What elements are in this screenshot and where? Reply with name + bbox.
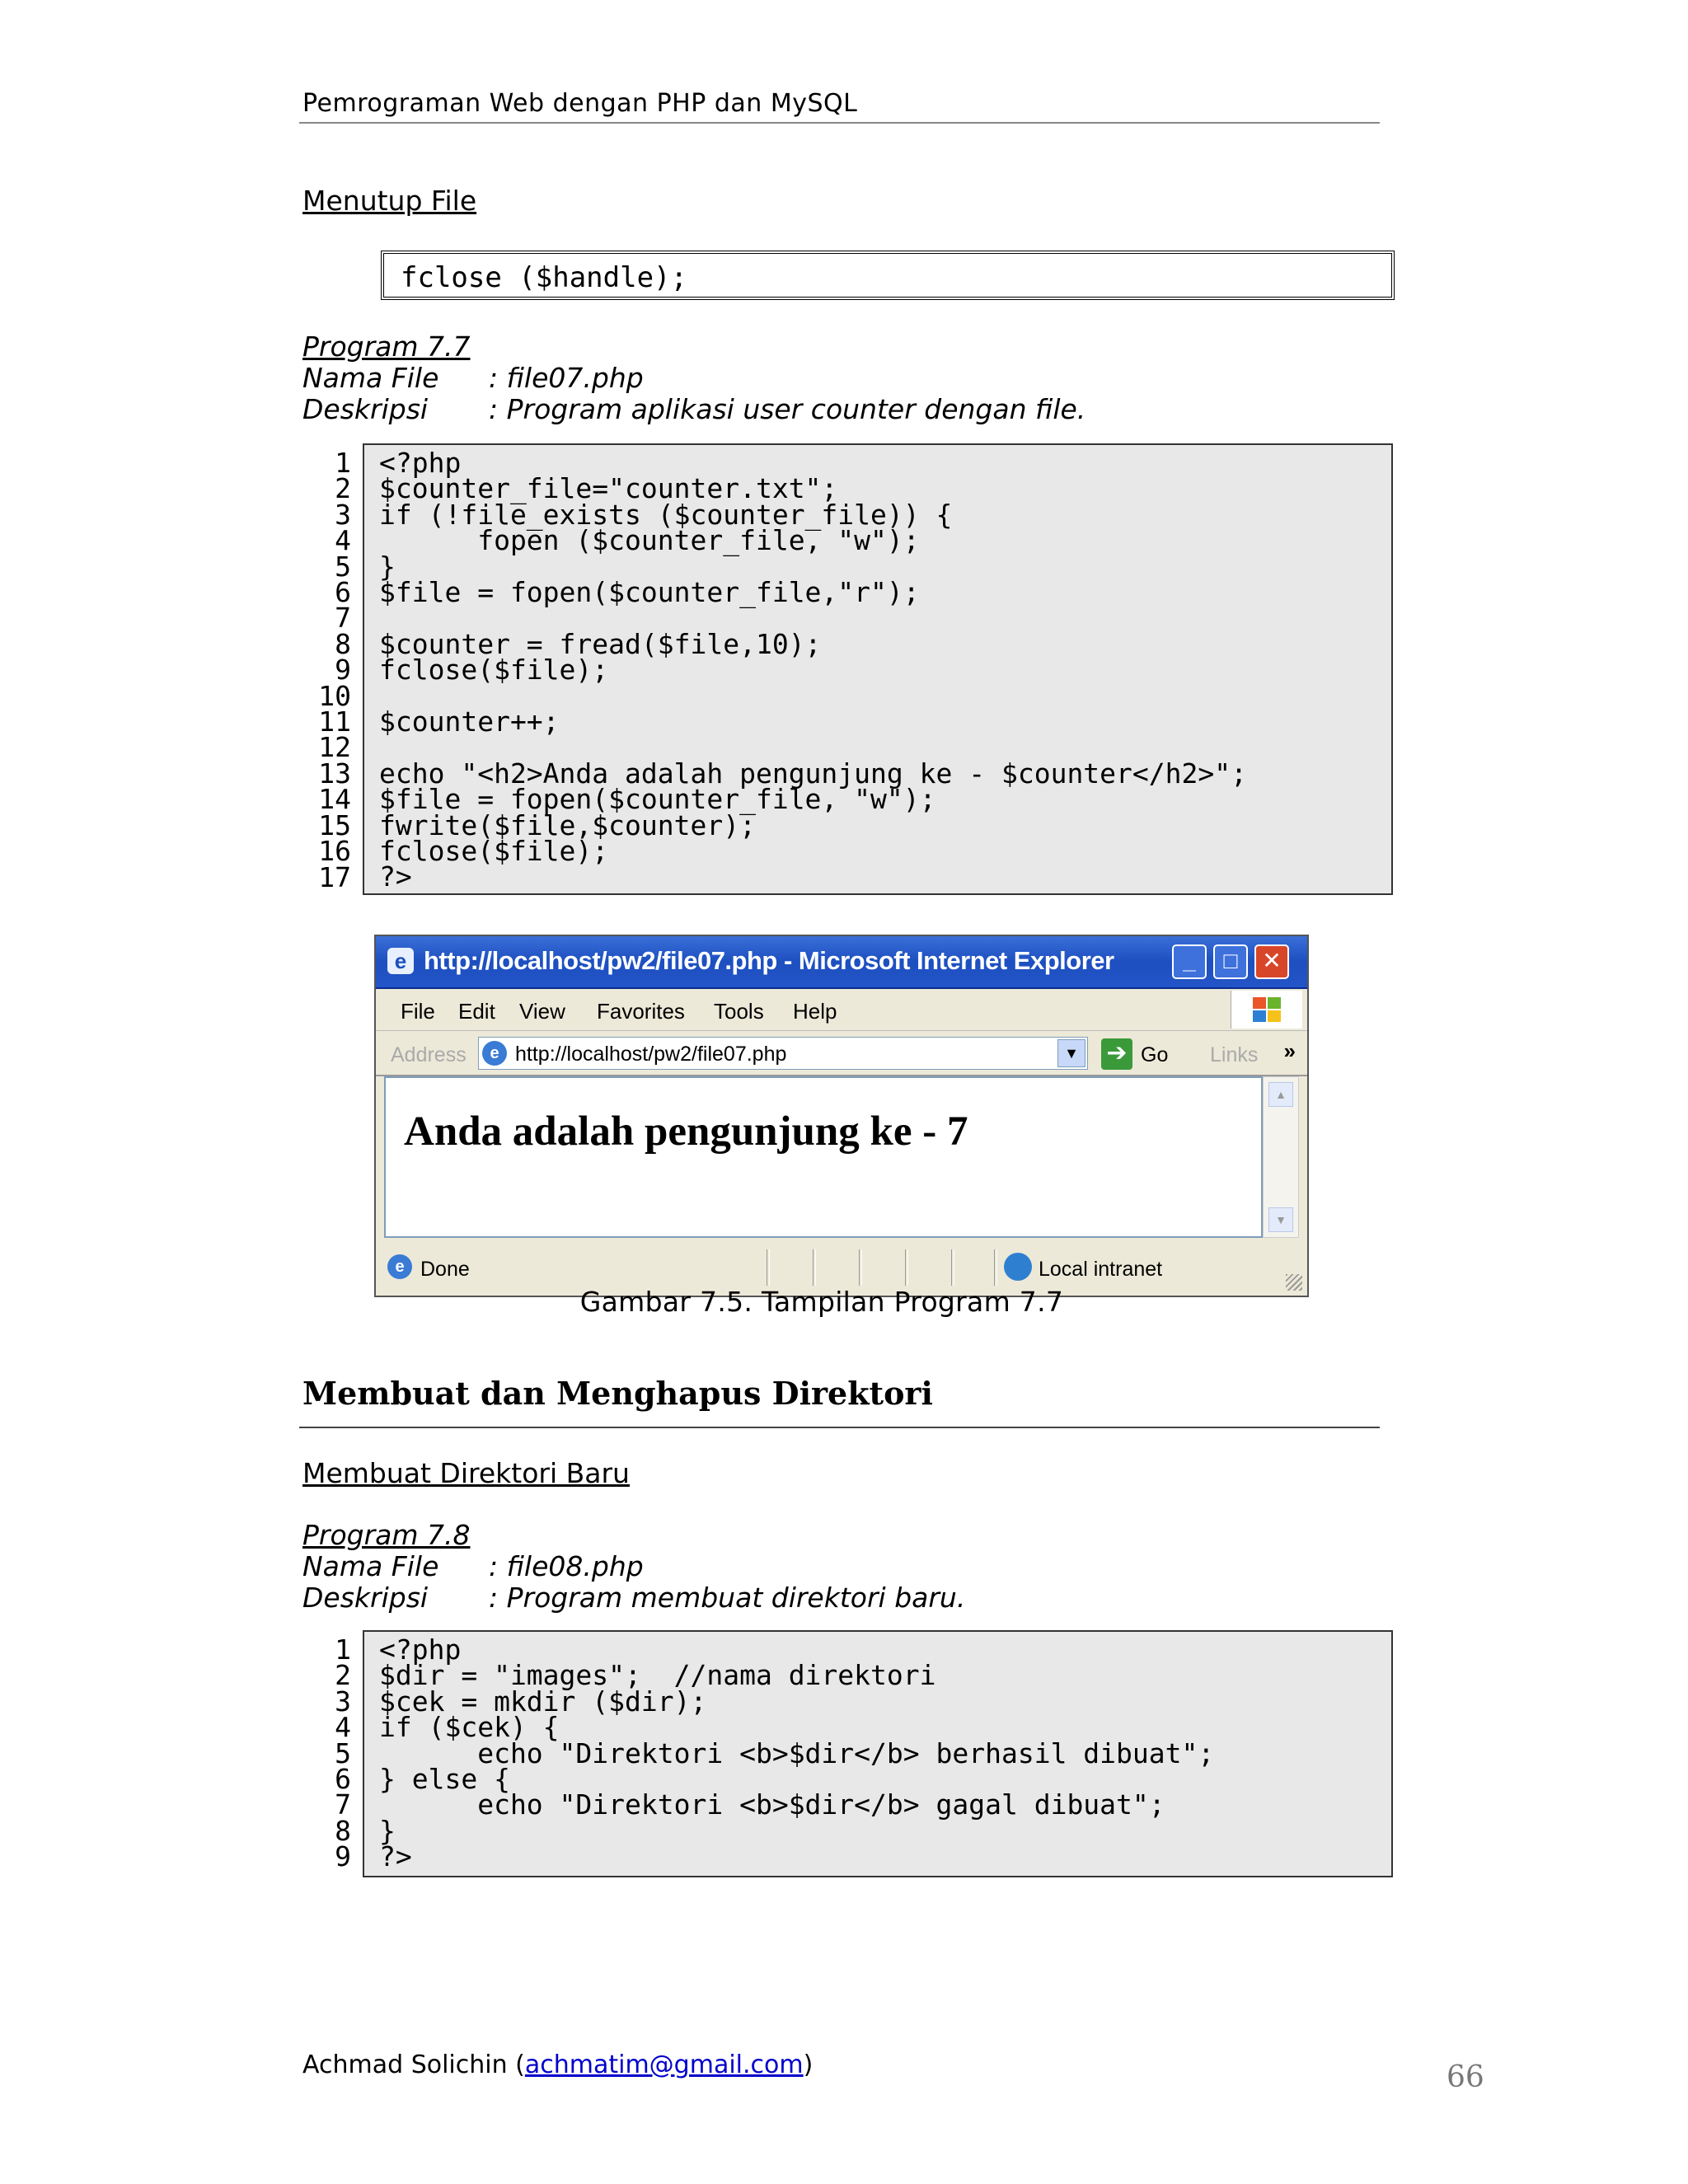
- code-line: }: [379, 550, 396, 583]
- line-number: 9: [335, 1840, 351, 1873]
- running-header: Pemrograman Web dengan PHP dan MySQL: [302, 89, 858, 118]
- scroll-down-icon[interactable]: ▼: [1268, 1207, 1293, 1232]
- name-file-value: : file08.php: [489, 1550, 644, 1582]
- code-line: fwrite($file,$counter);: [379, 808, 756, 841]
- minimize-button[interactable]: _: [1172, 944, 1207, 979]
- status-divider: [813, 1249, 816, 1286]
- line-numbers-program-7-8: [308, 1633, 351, 1873]
- code-line: $cek = mkdir ($dir);: [379, 1685, 707, 1718]
- program-7-8-label: [302, 1520, 965, 1614]
- code-line: if ($cek) {: [379, 1711, 560, 1744]
- browser-title-bar[interactable]: [376, 936, 1307, 989]
- page-content: [384, 1076, 1263, 1238]
- line-number: 5: [335, 1736, 351, 1769]
- code-block-program-7-7: [363, 443, 1393, 895]
- code-line: }: [379, 1814, 396, 1847]
- chevron-down-icon[interactable]: ▼: [1057, 1039, 1085, 1067]
- address-label: Address: [391, 1043, 467, 1066]
- line-number: 16: [318, 835, 351, 868]
- subheading-menutup-file: Menutup File: [302, 185, 477, 217]
- figure-caption: [0, 1286, 1688, 1318]
- page-icon: e: [482, 1041, 507, 1066]
- footer: [302, 2050, 813, 2079]
- code-line: <?php: [379, 447, 462, 479]
- address-input[interactable]: [478, 1037, 1088, 1070]
- status-divider: [905, 1249, 908, 1286]
- code-line: $file = fopen($counter_file,"r");: [379, 576, 920, 609]
- fclose-snippet: fclose ($handle);: [381, 251, 1395, 300]
- line-number: 7: [335, 1788, 351, 1821]
- code-line: $dir = "images"; //nama direktori: [379, 1659, 936, 1692]
- page-status-icon: e: [387, 1254, 412, 1279]
- line-number: 2: [335, 1659, 351, 1692]
- close-button[interactable]: ✕: [1254, 944, 1289, 979]
- code-line: fopen ($counter_file, "w");: [379, 524, 920, 557]
- code-line: fclose($file);: [379, 654, 609, 687]
- line-number: 1: [335, 1633, 351, 1666]
- line-numbers-program-7-7: [308, 447, 351, 893]
- line-number: 14: [318, 783, 351, 816]
- line-number: 11: [318, 705, 351, 738]
- footer-close-paren: ): [803, 2050, 814, 2079]
- line-number: 12: [318, 731, 351, 764]
- code-line: $counter++;: [379, 705, 560, 738]
- header-rule: [299, 122, 1380, 124]
- line-number: 3: [335, 498, 351, 531]
- section-rule: [299, 1427, 1380, 1428]
- menu-file[interactable]: File: [401, 999, 435, 1024]
- code-line: $file = fopen($counter_file, "w");: [379, 783, 936, 816]
- vertical-scrollbar[interactable]: [1263, 1076, 1299, 1238]
- name-file-value: : file07.php: [489, 362, 644, 394]
- section-heading: Membuat dan Menghapus Direktori: [302, 1375, 933, 1412]
- browser-window: [374, 935, 1309, 1297]
- name-file-label: Nama File: [302, 1550, 439, 1582]
- name-file-label: Nama File: [302, 362, 439, 394]
- address-bar: [376, 1032, 1307, 1076]
- scroll-up-icon[interactable]: ▲: [1268, 1082, 1293, 1107]
- code-line: fclose($file);: [379, 835, 609, 868]
- menu-help[interactable]: Help: [793, 999, 837, 1024]
- code-line: if (!file_exists ($counter_file)) {: [379, 498, 953, 531]
- line-number: 13: [318, 757, 351, 790]
- line-number: 10: [318, 679, 351, 712]
- code-line: echo "Direktori <b>$dir</b> gagal dibuat";: [379, 1788, 1165, 1821]
- code-line: $counter_file="counter.txt";: [379, 472, 838, 505]
- code-line: <?php: [379, 1633, 462, 1666]
- menu-tools[interactable]: Tools: [714, 999, 764, 1024]
- code-block-program-7-8: [363, 1630, 1393, 1877]
- status-divider: [994, 1249, 997, 1286]
- figure-caption-text: Gambar 7.5. Tampilan Program 7.7: [579, 1286, 1064, 1318]
- maximize-button[interactable]: □: [1213, 944, 1248, 979]
- status-divider: [859, 1249, 862, 1286]
- status-divider: [951, 1249, 954, 1286]
- line-number: 15: [318, 808, 351, 841]
- code-line: } else {: [379, 1763, 510, 1796]
- menu-view[interactable]: View: [519, 999, 565, 1024]
- status-divider: [767, 1249, 770, 1286]
- line-number: 8: [335, 1814, 351, 1847]
- program-title: Program 7.8: [302, 1519, 471, 1551]
- line-number: 3: [335, 1685, 351, 1718]
- menu-edit[interactable]: Edit: [458, 999, 495, 1024]
- zone-text: Local intranet: [1039, 1258, 1163, 1281]
- windows-flag-icon: [1253, 997, 1282, 1024]
- description-value: : Program membuat direktori baru.: [489, 1582, 966, 1614]
- windows-logo: [1231, 991, 1302, 1029]
- line-number: 7: [335, 602, 351, 635]
- line-number: 9: [335, 654, 351, 687]
- code-line: ?>: [379, 860, 412, 893]
- links-label[interactable]: Links: [1210, 1043, 1259, 1066]
- line-number: 2: [335, 472, 351, 505]
- status-text: Done: [420, 1258, 470, 1281]
- subheading-membuat-direktori: Membuat Direktori Baru: [302, 1457, 630, 1489]
- footer-author: Achmad Solichin (: [302, 2050, 525, 2079]
- code-line: echo "<h2>Anda adalah pengunjung ke - $counter</h2>";: [379, 757, 1247, 790]
- line-number: 17: [318, 860, 351, 893]
- line-number: 5: [335, 550, 351, 583]
- line-number: 8: [335, 627, 351, 660]
- description-value: : Program aplikasi user counter dengan file.: [489, 393, 1086, 425]
- line-number: 1: [335, 447, 351, 479]
- program-7-7-label: [302, 331, 1085, 425]
- line-number: 4: [335, 524, 351, 557]
- intranet-globe-icon: [1004, 1253, 1032, 1281]
- address-url: http://localhost/pw2/file07.php: [515, 1043, 787, 1066]
- menu-favorites[interactable]: Favorites: [597, 999, 685, 1024]
- code-line: echo "Direktori <b>$dir</b> berhasil dibuat";: [379, 1736, 1215, 1769]
- go-arrow-icon[interactable]: ➔: [1101, 1038, 1132, 1070]
- visitor-count-heading: Anda adalah pengunjung ke - 7: [404, 1108, 968, 1155]
- line-number: 4: [335, 1711, 351, 1744]
- line-number: 6: [335, 1763, 351, 1796]
- page-number: 66: [1447, 2060, 1484, 2094]
- author-email-link[interactable]: achmatim@gmail.com: [524, 2050, 804, 2079]
- menu-bar: [376, 989, 1307, 1031]
- chevron-right-icon[interactable]: »: [1283, 1038, 1296, 1063]
- go-button[interactable]: Go: [1141, 1043, 1169, 1066]
- line-number: 6: [335, 576, 351, 609]
- program-title: Program 7.7: [302, 330, 471, 363]
- code-line: $counter = fread($file,10);: [379, 627, 822, 660]
- ie-page-icon: e: [387, 948, 414, 974]
- code-line: ?>: [379, 1840, 412, 1873]
- browser-title: http://localhost/pw2/file07.php - Microsoft Internet Explorer: [424, 946, 1114, 975]
- description-label: Deskripsi: [302, 1582, 429, 1614]
- description-label: Deskripsi: [302, 393, 429, 425]
